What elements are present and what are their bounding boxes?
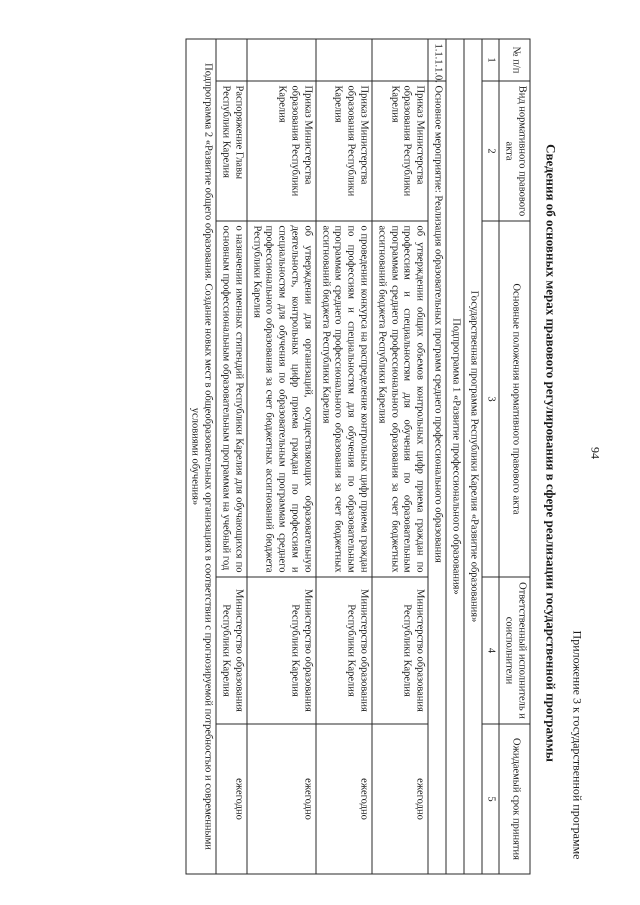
header-number: № п/п xyxy=(499,39,530,81)
header-act-type: Вид нормативного правового акта xyxy=(499,81,530,221)
table-header-row xyxy=(499,39,530,874)
column-index: 2 xyxy=(481,81,499,221)
column-index-row xyxy=(481,39,499,874)
main-measure-row xyxy=(428,39,446,874)
column-index: 3 xyxy=(481,221,499,577)
act-deadline: ежегодно xyxy=(216,724,247,874)
column-index: 1 xyxy=(481,39,499,81)
legal-measures-table xyxy=(185,38,530,874)
header-executor: Ответственный исполнитель и соисполнители xyxy=(499,577,530,724)
document-title: Сведения об основных мерах правового регулирования в сфере реализации государственной программы xyxy=(543,143,558,762)
table-row xyxy=(315,39,371,874)
act-deadline: ежегодно xyxy=(372,724,428,874)
act-type: Распоряжение Главы Республики Карелия xyxy=(216,81,247,221)
subprogram-2-title: Подпрограмма 2 «Развитие общего образования. Создание новых мест в общеобразовательных организациях в соответствии с прогнозируемой потребностью и современными условиями обучения» xyxy=(185,39,216,874)
subprogram-1-row xyxy=(446,39,464,874)
act-content: об утверждении общих объемов контрольных цифр приема граждан по профессиям и специальностям для обучения по образовательным программам среднего профессионального образования за счет бюджетных ассигнований бюджета Республики Карелия xyxy=(372,221,428,577)
act-content: об утверждении для организаций, осуществляющих образовательную деятельность, контрольных цифр приема граждан по профессиям и специальностям для обучения по образовательным программам среднего профессионального образования за счет бюджетных ассигнований бюджета Республики Карелия xyxy=(246,221,315,577)
act-deadline: ежегодно xyxy=(246,724,315,874)
act-content: о назначении именных стипендий Республики Карелия для обучающихся по основным профессиональным образовательным программам на учебный год xyxy=(216,221,247,577)
act-executor: Министерство образования Республики Карелия xyxy=(216,577,247,724)
row-number xyxy=(216,39,247,81)
subprogram-2-row xyxy=(185,39,216,874)
page-number: 94 xyxy=(588,446,602,459)
column-index: 4 xyxy=(481,577,499,724)
act-type: Приказ Министерства образования Республики Карелия xyxy=(246,81,315,221)
act-type: Приказ Министерства образования Республики Карелия xyxy=(315,81,371,221)
program-title: Государственная программа Республики Карелия «Развитие образования» xyxy=(463,39,481,874)
appendix-note: Приложение 3 к государственной программе xyxy=(570,630,584,859)
column-index: 5 xyxy=(481,724,499,874)
table-row xyxy=(246,39,315,874)
act-content: о проведении конкурса на распределение контрольных цифр приема граждан по профессиям и специальностям для обучения по образовательным программам среднего профессионального образования за счет бюджетных ассигнований бюджета Республики Карелия xyxy=(315,221,371,577)
row-number xyxy=(246,39,315,81)
act-type: Приказ Министерства образования Республики Карелия xyxy=(372,81,428,221)
act-executor: Министерство образования Республики Карелия xyxy=(315,577,371,724)
header-main-provisions: Основные положения нормативного правового акта xyxy=(499,221,530,577)
table-row xyxy=(216,39,247,874)
act-executor: Министерство образования Республики Карелия xyxy=(246,577,315,724)
act-deadline: ежегодно xyxy=(315,724,371,874)
program-title-row xyxy=(463,39,481,874)
table-row xyxy=(372,39,428,874)
subprogram-1-title: Подпрограмма 1 «Развитие профессионального образования» xyxy=(446,39,464,874)
row-number xyxy=(372,39,428,81)
header-deadline: Ожидаемый срок принятия xyxy=(499,724,530,874)
measure-text: Основное мероприятие: Реализация образовательных программ среднего профессионального образования xyxy=(428,81,446,874)
measure-number: 1.1.1.1.0. xyxy=(428,39,446,81)
act-executor: Министерство образования Республики Карелия xyxy=(372,577,428,724)
row-number xyxy=(315,39,371,81)
